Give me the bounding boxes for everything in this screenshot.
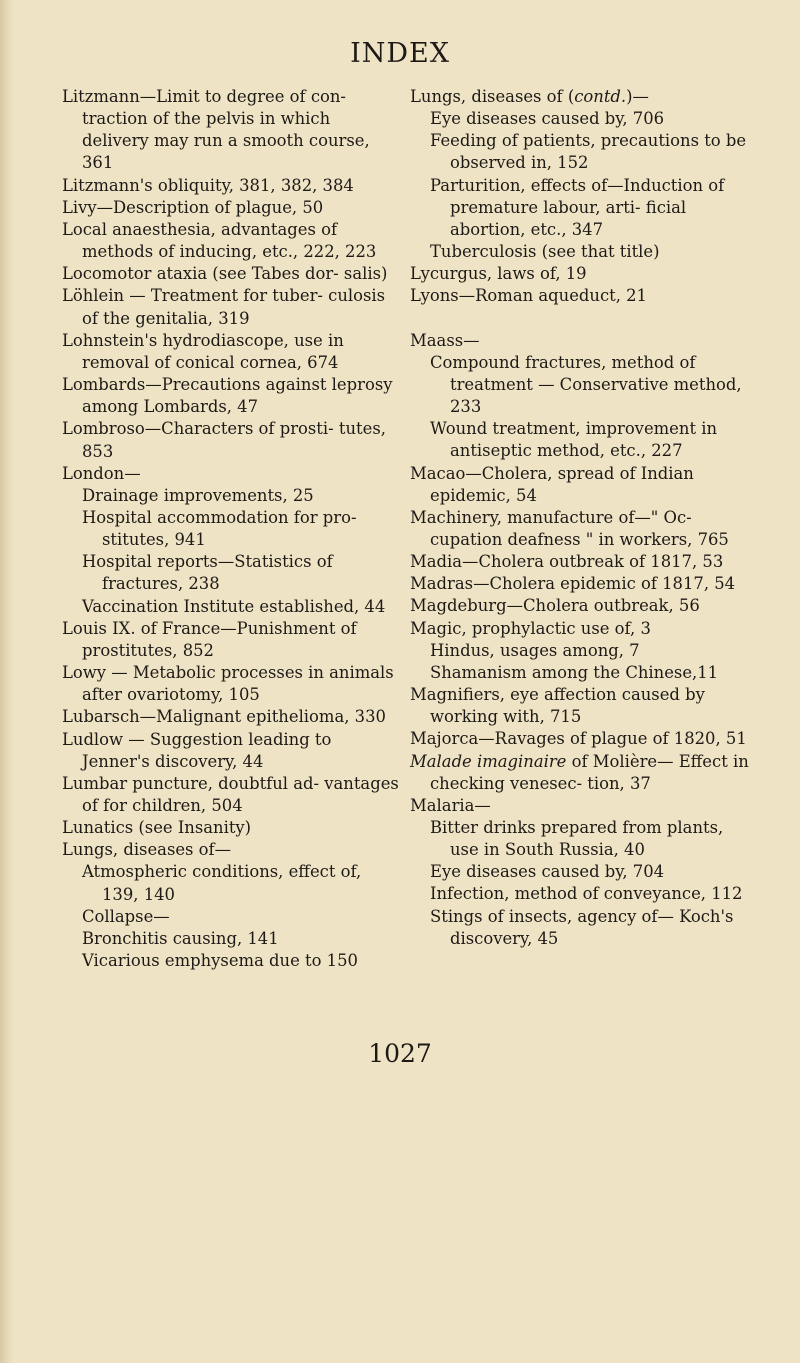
- index-entry: Magic, prophylactic use of, 3: [410, 618, 651, 638]
- index-entry: Lubarsch—Malignant epithelioma, 330: [62, 707, 386, 727]
- index-entry: Lohnstein's hydrodiascope, use in removal of conical cornea, 674: [62, 330, 344, 372]
- index-subentry: Feeding of patients, precautions to be observed in, 152: [430, 131, 747, 173]
- index-subentry: Infection, method of conveyance, 112: [430, 884, 743, 904]
- page-number: 1027: [368, 1039, 432, 1068]
- index-entry: Madia—Cholera outbreak of 1817, 53: [410, 552, 724, 572]
- index-entry: Lombards—Precautions against leprosy among Lombards, 47: [62, 375, 393, 417]
- index-subentry: Hindus, usages among, 7: [430, 640, 640, 660]
- index-entry: Lowy — Metabolic processes in animals after ovariotomy, 105: [62, 663, 394, 705]
- index-subentry: Wound treatment, improvement in antiseptic method, etc., 227: [430, 419, 718, 461]
- index-entry: Malade imaginaire of Molière— Effect in checking venesec- tion, 37: [410, 751, 749, 793]
- index-entry: Locomotor ataxia (see Tabes dor- salis): [62, 264, 388, 284]
- index-subentry: Eye diseases caused by, 706: [430, 109, 665, 129]
- index-subentry: Hospital reports—Statistics of fractures, 238: [82, 552, 333, 594]
- index-subentry: Hospital accommodation for pro- stitutes, 941: [82, 507, 357, 550]
- index-entry: Machinery, manufacture of—" Oc- cupation deafness " in workers, 765: [410, 507, 729, 549]
- index-subentry: Stings of insects, agency of— Koch's discovery, 45: [430, 906, 734, 948]
- index-entry: London—: [62, 463, 141, 483]
- index-entry: Local anaesthesia, advantages of methods of inducing, etc., 222, 223: [62, 219, 377, 262]
- section-gap: [410, 308, 755, 330]
- page-header: INDEX: [350, 38, 450, 69]
- index-subentry: Parturition, effects of—Induction of premature labour, arti- ficial abortion, etc., 347: [430, 175, 725, 239]
- index-entry: Lumbar puncture, doubtful ad- vantages of for children, 504: [62, 773, 399, 815]
- index-entry: Lombroso—Characters of prosti- tutes, 853: [62, 419, 386, 461]
- index-entry: Löhlein — Treatment for tuber- culosis of the genitalia, 319: [62, 286, 386, 328]
- index-entry: Lungs, diseases of (contd.)—: [410, 87, 649, 106]
- index-subentry: Vicarious emphysema due to 150: [82, 951, 358, 971]
- index-subentry: Tuberculosis (see that title): [430, 242, 660, 262]
- index-subentry: Vaccination Institute established, 44: [82, 596, 386, 616]
- index-entry: Lunatics (see Insanity): [62, 818, 252, 838]
- index-entry: Lyons—Roman aqueduct, 21: [410, 286, 647, 306]
- index-subentry: Shamanism among the Chinese,11: [430, 662, 719, 682]
- index-subentry: Drainage improvements, 25: [82, 485, 314, 505]
- index-entry: Litzmann's obliquity, 381, 382, 384: [62, 175, 354, 195]
- left-column: [62, 86, 402, 972]
- index-entry: Majorca—Ravages of plague of 1820, 51: [410, 729, 747, 749]
- index-entry: Ludlow — Suggestion leading to Jenner's discovery, 44: [62, 729, 332, 771]
- index-subentry: Compound fractures, method of treatment — Conservative method, 233: [430, 352, 742, 417]
- page-edge: [0, 0, 14, 1363]
- index-subentry: Collapse—: [82, 906, 170, 926]
- index-entry: Maass—: [410, 330, 480, 350]
- index-subentry: Eye diseases caused by, 704: [430, 862, 665, 882]
- index-subentry: Atmospheric conditions, effect of, 139, 140: [82, 862, 362, 904]
- index-entry: Magdeburg—Cholera outbreak, 56: [410, 596, 700, 616]
- index-entry: Litzmann—Limit to degree of con- traction of the pelvis in which delivery may run a smooth course, 361: [62, 87, 370, 173]
- index-subentry: Bronchitis causing, 141: [82, 928, 279, 948]
- index-subentry: Bitter drinks prepared from plants, use in South Russia, 40: [430, 818, 724, 860]
- index-entry: Lungs, diseases of—: [62, 840, 231, 860]
- right-column: [410, 86, 755, 950]
- index-entry: Lycurgus, laws of, 19: [410, 264, 587, 284]
- index-entry: Macao—Cholera, spread of Indian epidemic, 54: [410, 463, 694, 505]
- index-entry: Louis IX. of France—Punishment of prostitutes, 852: [62, 618, 357, 660]
- index-entry: Magnifiers, eye affection caused by working with, 715: [410, 685, 705, 727]
- index-entry: Madras—Cholera epidemic of 1817, 54: [410, 574, 736, 594]
- index-entry: Malaria—: [410, 795, 491, 815]
- index-entry: Livy—Description of plague, 50: [62, 197, 324, 217]
